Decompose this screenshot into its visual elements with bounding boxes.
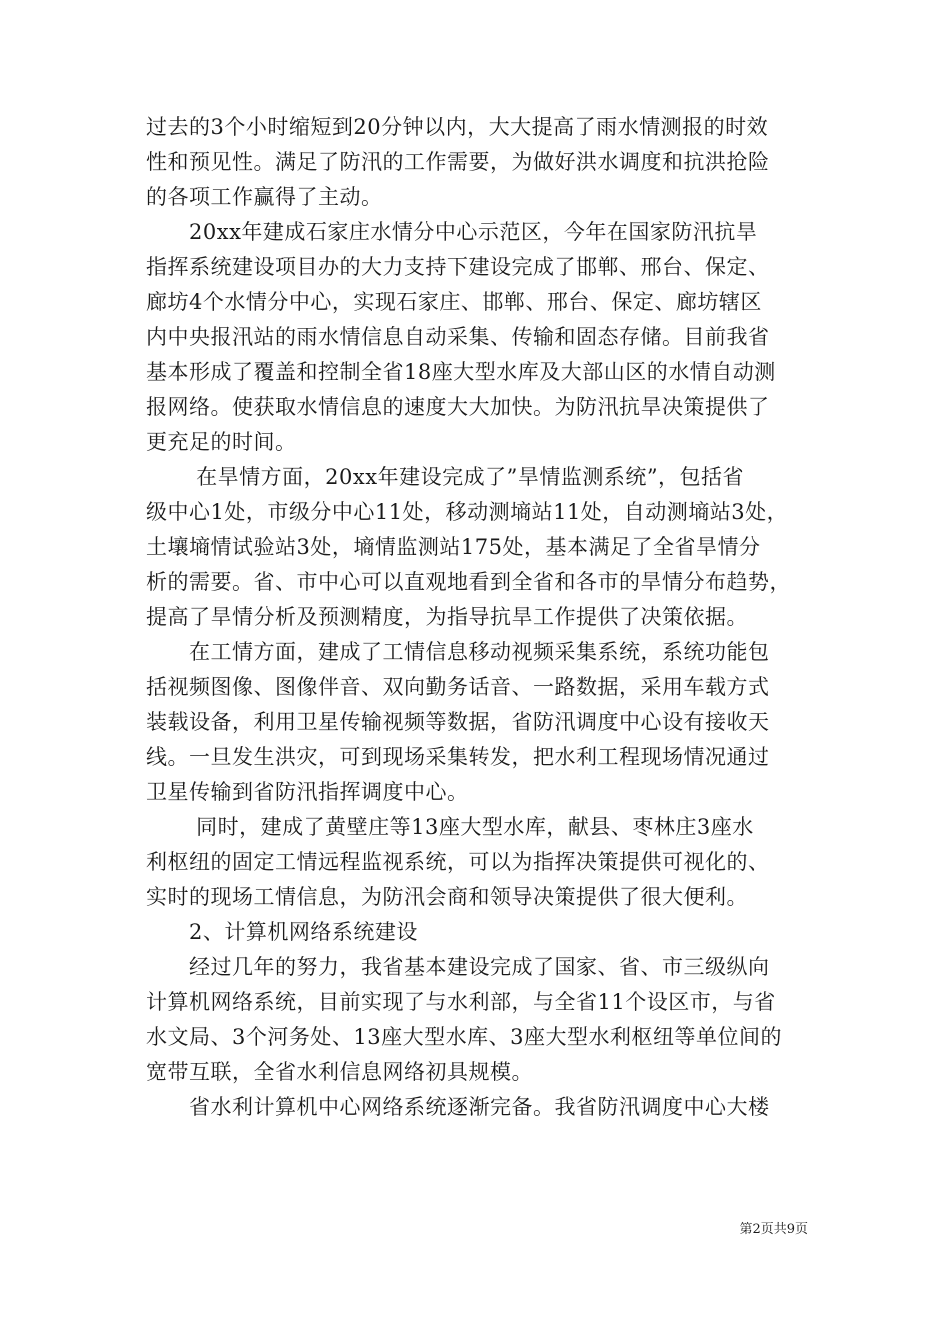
text-line: 在旱情方面，20xx年建设完成了”旱情监测系统”，包括省 [146,465,745,489]
text-line: 计算机网络系统，目前实现了与水利部，与全省11个设区市，与省 [146,990,776,1014]
text-line: 过去的3个小时缩短到20分钟以内，大大提高了雨水情测报的时效 [146,115,769,139]
text-line: 性和预见性。满足了防汛的工作需要，为做好洪水调度和抗洪抢险 [146,150,770,174]
paragraph [146,810,822,915]
text-line: 更充足的时间。 [146,430,297,454]
text-line: 经过几年的努力，我省基本建设完成了国家、省、市三级纵向 [146,955,770,979]
paragraph [146,915,822,950]
text-line: 2、计算机网络系统建设 [146,920,418,944]
paragraph [146,215,822,460]
text-line: 内中央报汛站的雨水情信息自动采集、传输和固态存储。目前我省 [146,325,770,349]
paragraph [146,950,822,1090]
text-line: 的各项工作赢得了主动。 [146,185,383,209]
document-body [146,110,822,1125]
paragraph [146,1090,822,1125]
text-line: 报网络。使获取水情信息的速度大大加快。为防汛抗旱决策提供了 [146,395,770,419]
text-line: 水文局、3个河务处、13座大型水库、3座大型水利枢纽等单位间的 [146,1025,782,1049]
paragraph [146,635,822,810]
text-line: 利枢纽的固定工情远程监视系统，可以为指挥决策提供可视化的、 [146,850,770,874]
text-line: 实时的现场工情信息，为防汛会商和领导决策提供了很大便利。 [146,885,748,909]
text-line: 指挥系统建设项目办的大力支持下建设完成了邯郸、邢台、保定、 [146,255,770,279]
text-line: 析的需要。省、市中心可以直观地看到全省和各市的旱情分布趋势， [146,570,791,594]
text-line: 级中心1处，市级分中心11处，移动测墒站11处，自动测墒站3处， [146,500,789,524]
text-line: 括视频图像、图像伴音、双向勤务话音、一路数据，采用车载方式 [146,675,770,699]
text-line: 提高了旱情分析及预测精度，为指导抗旱工作提供了决策依据。 [146,605,748,629]
text-line: 宽带互联，全省水利信息网络初具规模。 [146,1060,533,1084]
text-line: 线。一旦发生洪灾，可到现场采集转发，把水利工程现场情况通过 [146,745,770,769]
text-line: 装载设备，利用卫星传输视频等数据，省防汛调度中心设有接收天 [146,710,770,734]
text-line: 在工情方面，建成了工情信息移动视频采集系统，系统功能包 [146,640,770,664]
page-number-footer: 第2页共9页 [739,1222,808,1237]
text-line: 省水利计算机中心网络系统逐渐完备。我省防汛调度中心大楼 [146,1095,770,1119]
text-line: 20xx年建成石家庄水情分中心示范区，今年在国家防汛抗旱 [146,220,758,244]
text-line: 土壤墒情试验站3处，墒情监测站175处，基本满足了全省旱情分 [146,535,761,559]
text-line: 廊坊4个水情分中心，实现石家庄、邯郸、邢台、保定、廊坊辖区 [146,290,762,314]
text-line: 卫星传输到省防汛指挥调度中心。 [146,780,469,804]
text-line: 同时，建成了黄壁庄等13座大型水库，献县、枣林庄3座水 [146,815,754,839]
paragraph [146,460,822,635]
paragraph [146,110,822,215]
text-line: 基本形成了覆盖和控制全省18座大型水库及大部山区的水情自动测 [146,360,776,384]
